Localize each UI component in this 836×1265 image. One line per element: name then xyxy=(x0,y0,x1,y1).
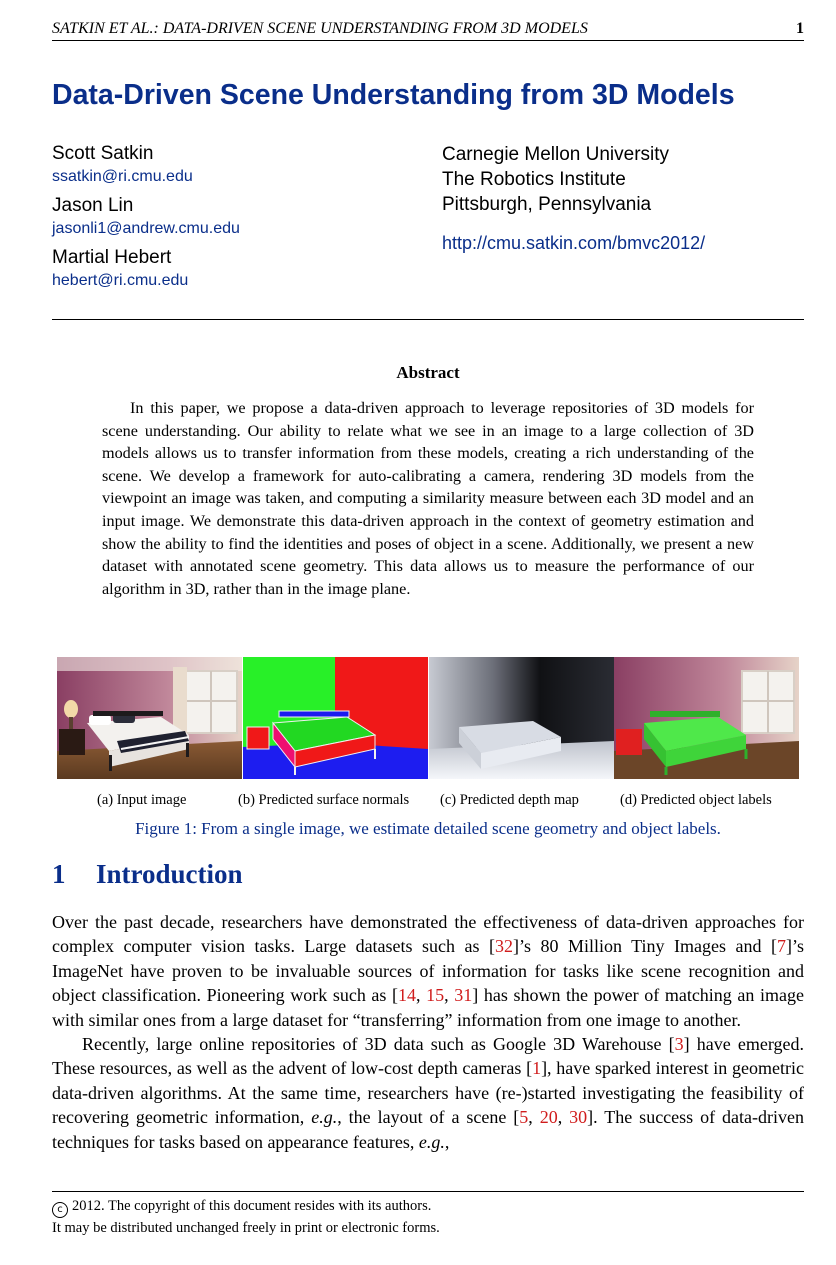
introduction-body xyxy=(52,910,804,1154)
author-email[interactable]: ssatkin@ri.cmu.edu xyxy=(52,168,193,185)
copyright-icon: c xyxy=(52,1202,68,1218)
copyright-footnote xyxy=(52,1196,804,1238)
object-labels-image xyxy=(614,657,799,779)
text-run: ] have emerged. These resources, as well as the advent of low-cost depth cameras [ xyxy=(52,1034,804,1079)
title-divider xyxy=(52,319,804,320)
text-run: ]’s ImageNet have proven to be invaluable sources of information for tasks like scene recognition and object classification. Pioneering work such as [ xyxy=(52,936,804,1006)
input-image-panel xyxy=(57,657,242,779)
text-run: Recently, large online repositories of 3D data such as Google 3D Warehouse [ xyxy=(82,1034,675,1055)
author-email[interactable]: hebert@ri.cmu.edu xyxy=(52,272,189,289)
citation-link[interactable]: 14 xyxy=(398,985,417,1006)
object-labels-panel xyxy=(614,657,799,779)
text-run: , xyxy=(528,1107,540,1128)
paper-title: Data-Driven Scene Understanding from 3D Models xyxy=(52,79,735,111)
citation-link[interactable]: 3 xyxy=(674,1034,684,1055)
affiliation-line: Carnegie Mellon University xyxy=(442,144,670,165)
text-run: , xyxy=(557,1107,570,1128)
affiliation-line: Pittsburgh, Pennsylvania xyxy=(442,194,652,215)
depth-map-image xyxy=(429,657,614,779)
text-run: , xyxy=(444,1131,450,1152)
text-run: , the layout of a scene [ xyxy=(337,1107,520,1128)
subcaption-a: (a) Input image xyxy=(97,792,187,808)
surface-normals-image xyxy=(243,657,428,779)
figure-1 xyxy=(57,657,799,779)
section-heading xyxy=(52,856,243,892)
intro-paragraph xyxy=(52,1032,804,1154)
surface-normals-panel xyxy=(243,657,428,779)
emphasis-text: e.g. xyxy=(418,1131,445,1152)
abstract-body: In this paper, we propose a data-driven approach to leverage repositories of 3D models for scene understanding. Our ability to relate what we see in an image to a large collection of 3D models allows us to transfer information from these models, creating a rich understanding of the scene. We develop a framework for auto-calibrating a camera, rendering 3D models from the viewpoint an image was taken, and computing a similarity measure between each 3D model and an input image. We demonstrate this data-driven approach in the context of geometry estimation and show the ability to find the identities and poses of object in a scene. Additionally, we present a new dataset with annotated scene geometry. This data allows us to measure the performance of our algorithm in 3D, rather than in the image plane. xyxy=(102,399,754,598)
citation-link[interactable]: 20 xyxy=(539,1107,558,1128)
text-run: , xyxy=(444,985,455,1006)
author-email[interactable]: jasonli1@andrew.cmu.edu xyxy=(52,220,240,237)
depth-map-panel xyxy=(429,657,614,779)
citation-link[interactable]: 31 xyxy=(454,985,473,1006)
abstract-heading: Abstract xyxy=(396,363,460,382)
author-name: Martial Hebert xyxy=(52,247,172,268)
intro-paragraph xyxy=(52,910,804,1032)
author-name: Jason Lin xyxy=(52,195,134,216)
copyright-text: 2012. The copyright of this document resides with its authors. xyxy=(72,1198,432,1214)
citation-link[interactable]: 1 xyxy=(532,1058,542,1079)
text-run: ] has shown the power of matching an image with similar ones from a large dataset for “transferring” information from one image to another. xyxy=(52,985,804,1030)
copyright-line xyxy=(52,1196,804,1218)
text-run: ]’s 80 Million Tiny Images and [ xyxy=(513,936,777,957)
citation-link[interactable]: 5 xyxy=(519,1107,529,1128)
text-run: ]. The success of data-driven techniques for tasks based on appearance features, xyxy=(52,1107,804,1152)
subcaption-b: (b) Predicted surface normals xyxy=(238,792,410,808)
citation-link[interactable]: 32 xyxy=(495,936,514,957)
author-name: Scott Satkin xyxy=(52,143,154,164)
running-header xyxy=(52,18,804,41)
citation-link[interactable]: 15 xyxy=(426,985,445,1006)
subcaption-d: (d) Predicted object labels xyxy=(620,792,772,808)
citation-link[interactable]: 30 xyxy=(569,1107,588,1128)
project-url-link[interactable]: http://cmu.satkin.com/bmvc2012/ xyxy=(442,233,706,253)
figure-caption: Figure 1: From a single image, we estimate detailed scene geometry and object labels. xyxy=(135,819,721,838)
text-run: , xyxy=(416,985,427,1006)
affiliation xyxy=(442,142,812,256)
section-title: Introduction xyxy=(96,859,243,889)
running-title: SATKIN ET AL.: DATA-DRIVEN SCENE UNDERSTANDING FROM 3D MODELS xyxy=(52,20,588,37)
author-list xyxy=(52,142,432,298)
footnote-divider xyxy=(52,1191,804,1192)
text-run: Over the past decade, researchers have demonstrated the effectiveness of data-driven approaches for complex computer vision tasks. Large datasets such as [ xyxy=(52,912,804,957)
text-run: ], have sparked interest in geometric data-driven algorithms. At the same time, researchers have (re-)started investigating the feasibility of recovering geometric information, xyxy=(52,1058,804,1128)
bedroom-photo-image xyxy=(57,657,242,779)
citation-link[interactable]: 7 xyxy=(776,936,786,957)
emphasis-text: e.g. xyxy=(311,1107,338,1128)
subcaption-c: (c) Predicted depth map xyxy=(440,792,579,808)
page-number: 1 xyxy=(796,20,804,37)
distribution-line: It may be distributed unchanged freely in print or electronic forms. xyxy=(52,1220,440,1236)
section-number: 1 xyxy=(52,859,66,889)
affiliation-line: The Robotics Institute xyxy=(442,169,626,190)
